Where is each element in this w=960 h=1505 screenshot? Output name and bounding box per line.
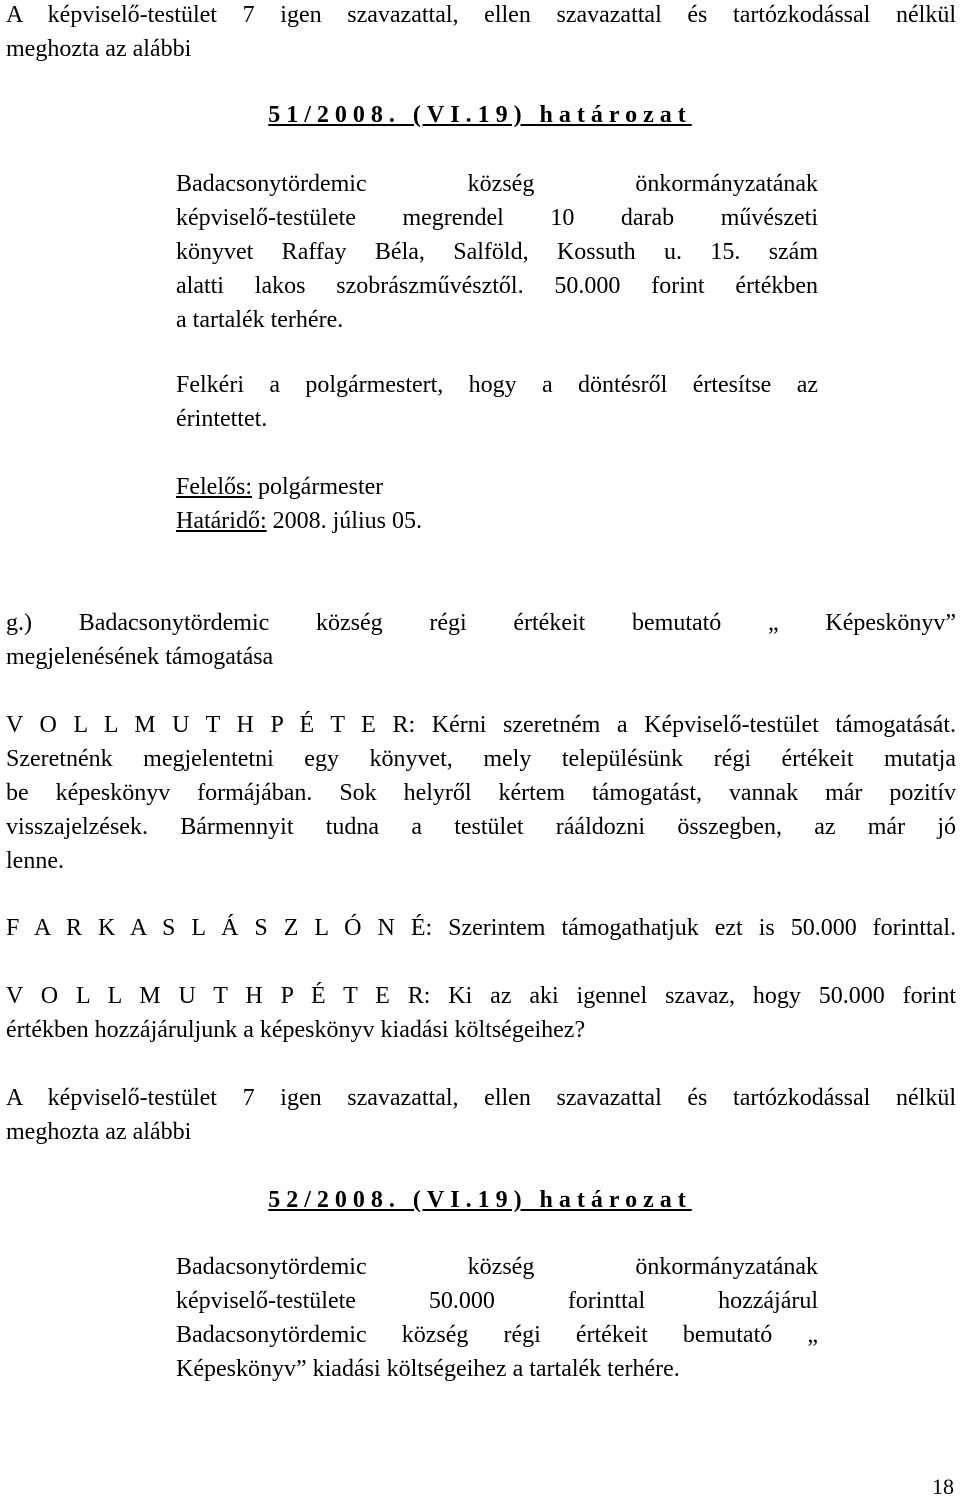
vote-intro-line: meghozta az alábbi <box>6 36 192 62</box>
resolution-line: Badacsonytördemic község régi értékeit bemutató „ <box>176 1322 818 1348</box>
agenda-item-g <box>6 606 956 674</box>
resolution-line: könyvet Raffay Béla, Salföld, Kossuth u. 15. szám <box>176 239 818 265</box>
speech-vollmuth <box>6 708 956 878</box>
resolution-number: 51/2008. (VI.19) határozat <box>268 102 692 128</box>
resolution-body <box>176 1250 818 1386</box>
resolution-heading <box>0 98 960 132</box>
vote-intro-paragraph <box>6 1081 956 1149</box>
resolution-line: képviselő-testülete megrendel 10 darab művészeti <box>176 205 818 231</box>
speech-farkas <box>6 911 956 945</box>
speech-vollmuth-vote <box>6 979 956 1047</box>
request-line: Felkéri a polgármestert, hogy a döntésről értesítse az <box>176 372 818 398</box>
agenda-line: g.) Badacsonytördemic község régi értékeit bemutató „ Képeskönyv” <box>6 610 956 636</box>
resolution-request <box>176 368 818 436</box>
deadline-row <box>176 504 818 538</box>
speech-line: visszajelzések. Bármennyit tudna a testület rááldozni összegben, az már jó <box>6 814 956 840</box>
deadline-label: Határidő: <box>176 508 267 534</box>
resolution-line: Képeskönyv” kiadási költségeihez a tartalék terhére. <box>176 1356 680 1382</box>
speech-line: V O L L M U T H P É T E R: Kérni szeretném a Képviselő-testület támogatását. <box>6 712 956 738</box>
vote-intro-line: meghozta az alábbi <box>6 1119 192 1145</box>
vote-intro-line: A képviselő-testület 7 igen szavazattal, ellen szavazattal és tartózkodással nélkül <box>6 2 956 28</box>
responsible-value: polgármester <box>252 474 384 500</box>
deadline-value: 2008. július 05. <box>266 508 422 534</box>
resolution-number: 52/2008. (VI.19) határozat <box>268 1187 692 1213</box>
speech-line: Szeretnénk megjelentetni egy könyvet, mely településünk régi értékeit mutatja <box>6 746 956 772</box>
request-line: érintettet. <box>176 406 268 432</box>
responsible-row <box>176 470 818 504</box>
speech-line: F A R K A S L Á S Z L Ó N É: Szerintem támogathatjuk ezt is 50.000 forinttal. <box>6 915 956 941</box>
page-number: 18 <box>932 1474 954 1499</box>
resolution-body <box>176 167 818 337</box>
resolution-line: alatti lakos szobrászművésztől. 50.000 forint értékben <box>176 273 818 299</box>
resolution-heading <box>0 1183 960 1217</box>
speech-line: be képeskönyv formájában. Sok helyről kértem támogatást, vannak már pozitív <box>6 780 956 806</box>
vote-intro-line: A képviselő-testület 7 igen szavazattal, ellen szavazattal és tartózkodással nélkül <box>6 1085 956 1111</box>
resolution-line: a tartalék terhére. <box>176 307 344 333</box>
resolution-line: képviselő-testülete 50.000 forinttal hozzájárul <box>176 1288 818 1314</box>
vote-intro-paragraph <box>6 0 956 66</box>
speech-line: V O L L M U T H P É T E R: Ki az aki igennel szavaz, hogy 50.000 forint <box>6 983 956 1009</box>
resolution-responsibility <box>176 470 818 538</box>
resolution-line: Badacsonytördemic község önkormányzatának <box>176 1254 818 1280</box>
resolution-line: Badacsonytördemic község önkormányzatának <box>176 171 818 197</box>
speech-line: értékben hozzájáruljunk a képeskönyv kiadási költségeihez? <box>6 1017 586 1043</box>
responsible-label: Felelős: <box>176 474 252 500</box>
speech-line: lenne. <box>6 848 64 874</box>
agenda-line: megjelenésének támogatása <box>6 644 274 670</box>
